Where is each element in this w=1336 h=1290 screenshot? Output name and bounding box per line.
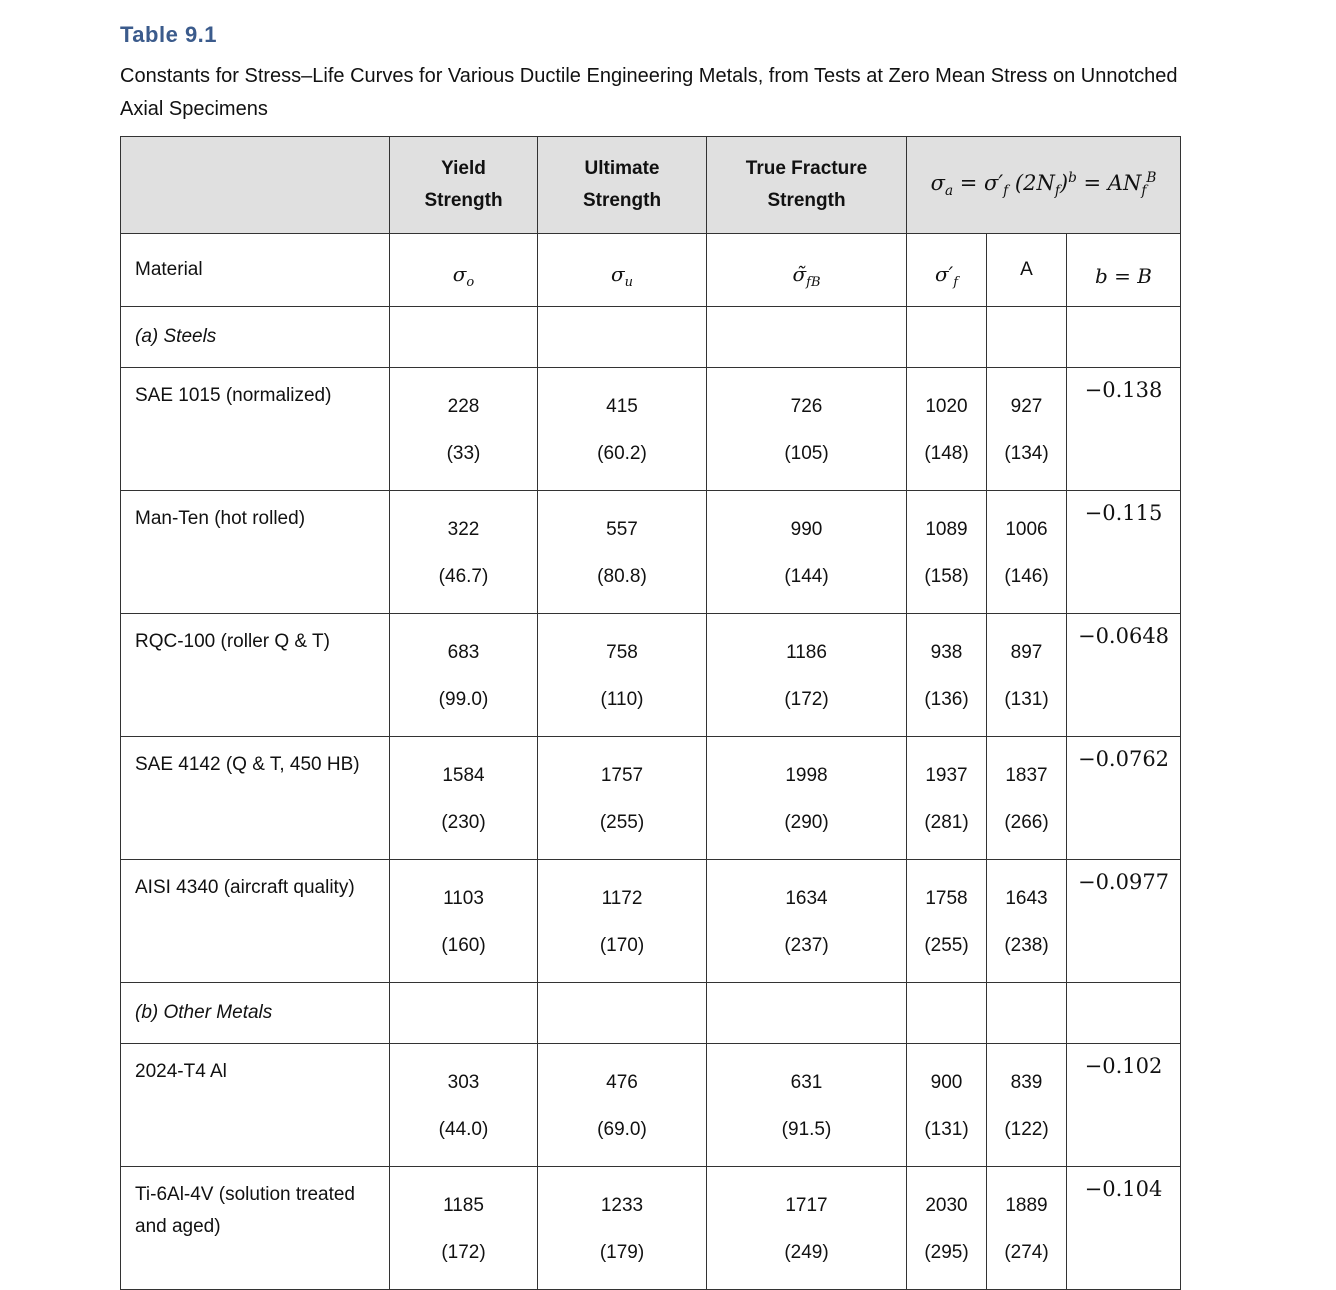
material-name: SAE 4142 (Q & T, 450 HB) — [121, 737, 390, 860]
exponent-b: −0.0648 — [1067, 614, 1181, 737]
si-value: 1837 — [1005, 765, 1048, 786]
si-value: 938 — [930, 642, 963, 663]
si-value: 303 — [447, 1072, 480, 1093]
symbol-fracture: $\sigmã_{fB}$ — [707, 234, 907, 307]
empty-cell — [987, 983, 1067, 1044]
empty-cell — [1067, 307, 1181, 368]
ksi-value: (44.0) — [438, 1119, 489, 1140]
si-value: 839 — [1010, 1072, 1043, 1093]
si-value: 1937 — [925, 765, 968, 786]
header-equation — [907, 137, 1181, 234]
si-value: 1006 — [1005, 519, 1048, 540]
si-value: 1103 — [443, 888, 484, 909]
exponent-b: −0.102 — [1067, 1044, 1181, 1167]
si-value: 1186 — [786, 642, 827, 663]
empty-cell — [907, 307, 987, 368]
table-row — [121, 1167, 1181, 1290]
empty-cell — [707, 983, 907, 1044]
symbol-sigma-f: $\sigma'_f$ — [907, 234, 987, 307]
ksi-value: (170) — [599, 935, 645, 956]
si-value: 1717 — [785, 1195, 828, 1216]
ksi-value: (255) — [924, 935, 969, 956]
section-row — [121, 983, 1181, 1044]
si-value: 758 — [606, 642, 638, 663]
section-row — [121, 307, 1181, 368]
value-cell-sigma-f — [907, 860, 987, 983]
si-value: 897 — [1010, 642, 1043, 663]
si-value: 1757 — [600, 765, 644, 786]
value-cell-yield — [390, 1167, 538, 1290]
header-blank — [121, 137, 390, 234]
value-cell-yield — [390, 1044, 538, 1167]
ksi-value: (91.5) — [781, 1119, 832, 1140]
ksi-value: (249) — [784, 1242, 829, 1263]
si-value: 1643 — [1005, 888, 1048, 909]
section-title: (b) Other Metals — [121, 983, 390, 1044]
value-cell-ultimate — [538, 491, 707, 614]
symbol-ultimate: $\sigma_u$ — [538, 234, 707, 307]
value-cell-A — [987, 1044, 1067, 1167]
material-name: RQC-100 (roller Q & T) — [121, 614, 390, 737]
table-row — [121, 737, 1181, 860]
table-row — [121, 491, 1181, 614]
value-cell-A — [987, 614, 1067, 737]
value-cell-yield — [390, 614, 538, 737]
value-cell-yield — [390, 737, 538, 860]
value-cell-A — [987, 860, 1067, 983]
empty-cell — [390, 307, 538, 368]
ksi-value: (281) — [924, 812, 969, 833]
ksi-value: (158) — [924, 566, 969, 587]
ksi-value: (122) — [1004, 1119, 1049, 1140]
table-row — [121, 614, 1181, 737]
value-cell-A — [987, 368, 1067, 491]
value-cell-sigma-f — [907, 491, 987, 614]
value-cell-A — [987, 491, 1067, 614]
si-value: 1998 — [785, 765, 828, 786]
value-cell-fracture — [707, 737, 907, 860]
value-cell-sigma-f — [907, 368, 987, 491]
si-value: 228 — [447, 396, 480, 417]
ksi-value: (230) — [441, 812, 486, 833]
si-value: 1020 — [925, 396, 968, 417]
si-value: 1758 — [925, 888, 968, 909]
ksi-value: (237) — [784, 935, 829, 956]
si-value: 476 — [606, 1072, 638, 1093]
si-value: 726 — [790, 396, 823, 417]
si-value: 1233 — [600, 1195, 644, 1216]
ksi-value: (144) — [784, 566, 829, 587]
si-value: 927 — [1010, 396, 1043, 417]
ksi-value: (110) — [600, 689, 644, 710]
empty-cell — [907, 983, 987, 1044]
material-name: 2024-T4 Al — [121, 1044, 390, 1167]
value-cell-fracture — [707, 1167, 907, 1290]
symbol-A: A — [987, 234, 1067, 307]
ksi-value: (99.0) — [438, 689, 489, 710]
table-row — [121, 860, 1181, 983]
header-yield: Yield Strength — [390, 137, 538, 234]
ksi-value: (105) — [784, 443, 829, 464]
ksi-value: (60.2) — [597, 443, 647, 464]
value-cell-ultimate — [538, 1167, 707, 1290]
ksi-value: (295) — [924, 1242, 969, 1263]
ksi-value: (160) — [441, 935, 486, 956]
material-name: AISI 4340 (aircraft quality) — [121, 860, 390, 983]
empty-cell — [1067, 983, 1181, 1044]
ksi-value: (172) — [784, 689, 829, 710]
header-material: Material — [121, 234, 390, 307]
material-name: SAE 1015 (normalized) — [121, 368, 390, 491]
table-row — [121, 368, 1181, 491]
ksi-value: (146) — [1004, 566, 1049, 587]
value-cell-fracture — [707, 614, 907, 737]
ksi-value: (148) — [924, 443, 969, 464]
empty-cell — [707, 307, 907, 368]
si-value: 322 — [447, 519, 480, 540]
ksi-value: (131) — [1004, 689, 1049, 710]
empty-cell — [390, 983, 538, 1044]
exponent-b: −0.104 — [1067, 1167, 1181, 1290]
ksi-value: (134) — [1004, 443, 1049, 464]
value-cell-ultimate — [538, 737, 707, 860]
section-title: (a) Steels — [121, 307, 390, 368]
value-cell-ultimate — [538, 614, 707, 737]
value-cell-ultimate — [538, 368, 707, 491]
ksi-value: (266) — [1004, 812, 1049, 833]
symbol-b: b = B — [1067, 234, 1181, 307]
header-fracture: True Fracture Strength — [707, 137, 907, 234]
si-value: 683 — [447, 642, 480, 663]
exponent-b: −0.0977 — [1067, 860, 1181, 983]
value-cell-fracture — [707, 860, 907, 983]
material-name: Man-Ten (hot rolled) — [121, 491, 390, 614]
ksi-value: (290) — [784, 812, 829, 833]
si-value: 415 — [606, 396, 638, 417]
si-value: 1634 — [785, 888, 828, 909]
value-cell-sigma-f — [907, 614, 987, 737]
ksi-value: (131) — [924, 1119, 969, 1140]
empty-cell — [538, 307, 707, 368]
ksi-value: (238) — [1004, 935, 1049, 956]
value-cell-A — [987, 1167, 1067, 1290]
value-cell-sigma-f — [907, 1167, 987, 1290]
empty-cell — [987, 307, 1067, 368]
ksi-value: (172) — [441, 1242, 486, 1263]
table-caption: Constants for Stress–Life Curves for Various Ductile Engineering Metals, from Tests at Zero Mean Stress on Unnotched Axial Specimens — [120, 65, 1178, 120]
ksi-value: (255) — [599, 812, 645, 833]
ksi-value: (274) — [1004, 1242, 1049, 1263]
value-cell-ultimate — [538, 860, 707, 983]
table-title: Table 9.1 — [120, 22, 218, 47]
header-ultimate: Ultimate Strength — [538, 137, 707, 234]
value-cell-yield — [390, 491, 538, 614]
value-cell-yield — [390, 860, 538, 983]
si-value: 2030 — [925, 1195, 968, 1216]
ksi-value: (69.0) — [597, 1119, 647, 1140]
si-value: 1889 — [1005, 1195, 1048, 1216]
si-value: 990 — [790, 519, 823, 540]
si-value: 1185 — [443, 1195, 484, 1216]
si-value: 1089 — [925, 519, 968, 540]
ksi-value: (179) — [599, 1242, 645, 1263]
value-cell-fracture — [707, 368, 907, 491]
table-body — [121, 307, 1181, 1290]
value-cell-sigma-f — [907, 737, 987, 860]
table-row — [121, 1044, 1181, 1167]
ksi-value: (33) — [446, 443, 481, 464]
value-cell-yield — [390, 368, 538, 491]
si-value: 1172 — [601, 888, 643, 909]
exponent-b: −0.115 — [1067, 491, 1181, 614]
exponent-b: −0.138 — [1067, 368, 1181, 491]
exponent-b: −0.0762 — [1067, 737, 1181, 860]
ksi-value: (46.7) — [438, 566, 489, 587]
equation-text: $\sigma_a = \sigma'_f$ $(2N_f)^b = AN_f^B$ — [930, 170, 1157, 200]
symbol-yield: $\sigma_o$ — [390, 234, 538, 307]
empty-cell — [538, 983, 707, 1044]
value-cell-A — [987, 737, 1067, 860]
si-value: 557 — [606, 519, 638, 540]
ksi-value: (136) — [924, 689, 969, 710]
ksi-value: (80.8) — [597, 566, 647, 587]
si-value: 900 — [930, 1072, 963, 1093]
si-value: 1584 — [442, 765, 485, 786]
value-cell-sigma-f — [907, 1044, 987, 1167]
value-cell-fracture — [707, 491, 907, 614]
value-cell-ultimate — [538, 1044, 707, 1167]
stress-life-table — [120, 136, 1181, 1290]
material-name: Ti-6Al-4V (solution treated and aged) — [121, 1167, 390, 1290]
value-cell-fracture — [707, 1044, 907, 1167]
si-value: 631 — [790, 1072, 823, 1093]
